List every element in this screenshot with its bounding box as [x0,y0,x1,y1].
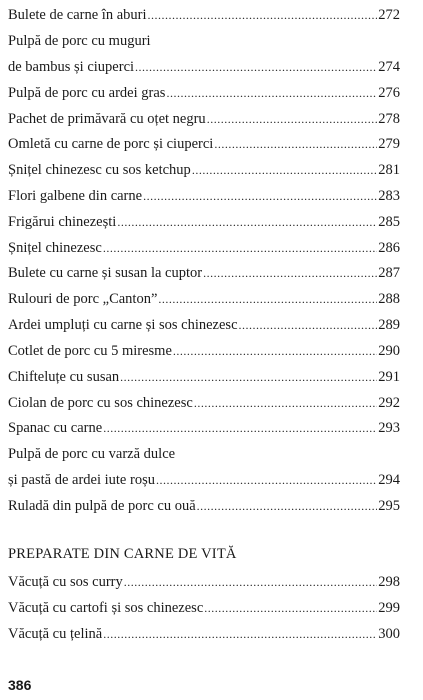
toc-entry-title: Șnițel chinezesc [8,240,102,256]
leader-dots [148,6,378,24]
toc-entry-title: Chifteluțe cu susan [8,369,120,385]
leader-dots [194,394,377,412]
toc-entry-title: Frigărui chinezești [8,214,117,230]
leader-dots [158,290,377,308]
toc-entry [8,187,400,205]
leader-dots [135,58,377,76]
toc-entry [8,445,400,463]
toc-entry-page: 283 [378,188,400,204]
toc-entry [8,135,400,153]
toc-entry [8,573,400,591]
toc-entry-title: Pulpă de porc cu ardei gras [8,85,166,101]
toc-entry [8,368,400,386]
toc-entry [8,625,400,643]
toc-entry-page: 292 [378,395,400,411]
toc-entry-page: 288 [378,291,400,307]
toc-entry-title: Flori galbene din carne [8,188,143,204]
toc-entry-page: 278 [378,111,400,127]
toc-entry [8,58,400,76]
toc-entry [8,394,400,412]
toc-entry-page: 294 [378,472,400,488]
toc-entry-page: 300 [378,626,400,642]
toc-entry-title: și pastă de ardei iute roșu [8,472,155,488]
toc-entry-page: 276 [378,85,400,101]
toc-entry-title: Văcuță cu țelină [8,626,103,642]
toc-entry [8,342,400,360]
toc-entry-page: 291 [378,369,400,385]
toc-entry-title: Văcuță cu sos curry [8,574,123,590]
leader-dots [207,110,378,128]
toc-entry-title: Ciolan de porc cu sos chinezesc [8,395,193,411]
leader-dots [173,342,377,360]
toc-entry-title: Cotlet de porc cu 5 miresme [8,343,172,359]
toc-entry-page: 293 [378,420,400,436]
toc-entry-title: Pachet de primăvară cu oțet negru [8,111,206,127]
page-number: 386 [8,677,32,693]
toc-entry [8,32,400,50]
toc-entry-title: Pulpă de porc cu muguri [8,33,151,49]
toc-entry-page: 295 [378,498,400,514]
leader-dots [120,368,377,386]
leader-dots [103,419,377,437]
leader-dots [124,573,378,591]
toc-entry [8,239,400,257]
toc-entry [8,264,400,282]
leader-dots [156,471,377,489]
toc-entry [8,6,400,24]
toc-entry-title: Pulpă de porc cu varză dulce [8,446,176,462]
leader-dots [192,161,377,179]
toc-entry-page: 290 [378,343,400,359]
leader-dots [103,239,377,257]
leader-dots [214,135,377,153]
toc-entry-page: 298 [378,574,400,590]
toc-entry [8,213,400,231]
toc-entry [8,110,400,128]
toc-entry-title: Rulouri de porc „Canton” [8,291,158,307]
toc-entry-page: 285 [378,214,400,230]
leader-dots [203,264,377,282]
toc-entry [8,316,400,334]
toc-entry-title: Văcuță cu cartofi și sos chinezesc [8,600,204,616]
toc-entry [8,497,400,515]
toc-entry-page: 279 [378,136,400,152]
toc-entry-title: de bambus și ciuperci [8,59,135,75]
toc-entry-title: Spanac cu carne [8,420,103,436]
leader-dots [143,187,377,205]
leader-dots [239,316,378,334]
toc-entry-title: Șnițel chinezesc cu sos ketchup [8,162,191,178]
toc-entry-page: 287 [378,265,400,281]
toc-entry-title: Ardei umpluți cu carne și sos chinezesc [8,317,238,333]
leader-dots [204,599,377,617]
leader-dots [166,84,377,102]
toc-entry-title: Bulete de carne în aburi [8,7,147,23]
toc-entry [8,290,400,308]
toc-entry [8,471,400,489]
section-heading: PREPARATE DIN CARNE DE VITĂ [8,546,237,562]
toc-entry-page: 272 [378,7,400,23]
leader-dots [117,213,377,231]
toc-entry [8,599,400,617]
toc-entry-page: 299 [378,600,400,616]
toc-entry [8,84,400,102]
leader-dots [103,625,377,643]
toc-entry-page: 281 [378,162,400,178]
toc-entry [8,161,400,179]
toc-entry-title: Ruladă din pulpă de porc cu ouă [8,498,196,514]
toc-entry-page: 286 [378,240,400,256]
toc-entry-page: 289 [378,317,400,333]
toc-entry [8,419,400,437]
toc-entry-page: 274 [378,59,400,75]
leader-dots [197,497,378,515]
toc-entry-title: Omletă cu carne de porc și ciuperci [8,136,214,152]
toc-entry-title: Bulete cu carne și susan la cuptor [8,265,203,281]
